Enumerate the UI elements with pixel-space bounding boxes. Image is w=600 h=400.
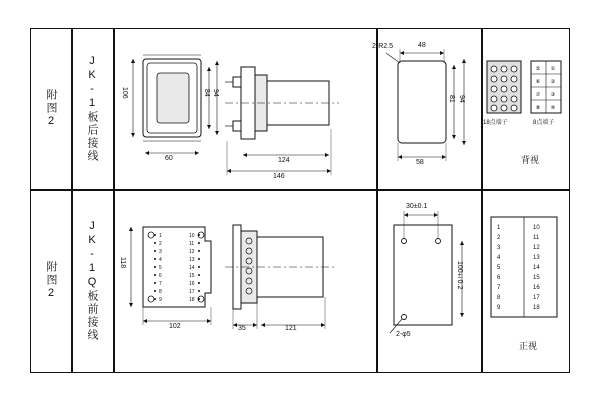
svg-text:⑧: ⑧: [535, 105, 541, 111]
row1-drawing-area: [113, 29, 376, 189]
row1-terminal-area: [481, 29, 569, 189]
svg-text:2: 2: [159, 241, 162, 247]
svg-text:11: 11: [189, 241, 195, 247]
drawing-sheet: [30, 28, 570, 373]
row1-main-drawing: [113, 29, 376, 189]
svg-text:5: 5: [497, 265, 501, 271]
row1-title-cell: [71, 29, 113, 189]
svg-text:①: ①: [550, 66, 556, 72]
svg-text:3: 3: [497, 245, 501, 251]
row2-cutout-drawing: [376, 189, 481, 372]
svg-text:1: 1: [497, 225, 501, 231]
row1-cutout-area: [372, 29, 481, 189]
row2-ref-label: 附图2: [45, 260, 57, 301]
svg-text:18: 18: [533, 305, 540, 311]
row2-dim-102: 102: [169, 323, 181, 330]
svg-text:8: 8: [159, 289, 162, 295]
svg-text:2: 2: [497, 235, 501, 241]
svg-text:15: 15: [533, 275, 540, 281]
svg-text:7: 7: [497, 285, 501, 291]
svg-text:14: 14: [533, 265, 540, 271]
row1-dim-94: 94: [212, 89, 219, 97]
row2-dim-phi5: 2-φ5: [396, 331, 411, 338]
row2-dim-121: 121: [285, 325, 297, 332]
row1-dim-58: 58: [416, 159, 424, 166]
row1-dim-48: 48: [418, 42, 426, 49]
svg-text:6: 6: [159, 273, 162, 279]
svg-text:4: 4: [497, 255, 501, 261]
row1-right-caption: 8点端子: [533, 120, 555, 126]
row1-dim-94: 94: [458, 95, 465, 103]
row1-view-caption: 背视: [521, 155, 540, 165]
svg-text:10: 10: [533, 225, 540, 231]
svg-text:7: 7: [159, 281, 162, 287]
svg-text:⑦: ⑦: [535, 92, 541, 98]
svg-text:12: 12: [189, 249, 195, 255]
svg-text:15: 15: [189, 273, 195, 279]
svg-text:②: ②: [550, 79, 556, 85]
svg-text:6: 6: [497, 275, 501, 281]
row2-title-cell: [71, 189, 113, 372]
svg-text:④: ④: [550, 105, 556, 111]
row2-title: JK-1Q板前接线: [86, 219, 98, 342]
row2-drawing-area: [113, 189, 376, 372]
svg-text:13: 13: [189, 257, 195, 263]
svg-text:18: 18: [189, 297, 195, 303]
row2-dim-30: 30±0.1: [406, 203, 428, 210]
svg-text:3: 3: [159, 249, 162, 255]
svg-text:11: 11: [533, 235, 540, 241]
svg-text:⑥: ⑥: [535, 79, 541, 85]
svg-text:4: 4: [159, 257, 162, 263]
svg-text:17: 17: [533, 295, 540, 301]
svg-text:13: 13: [533, 255, 540, 261]
row1-ref-label-cell: [31, 29, 71, 189]
row2-ref-label-cell: [31, 189, 71, 372]
row1-dim-81: 81: [448, 95, 455, 103]
row1-dim-r25: 2-R2.5: [372, 43, 394, 50]
svg-text:16: 16: [189, 281, 195, 287]
row1-left-caption: 18点端子: [483, 120, 508, 126]
row2-dim-35: 35: [238, 325, 246, 332]
row1-dim-60: 60: [165, 155, 173, 162]
row1-dim-146: 146: [273, 173, 285, 180]
svg-text:17: 17: [189, 289, 195, 295]
row2-dim-118: 118: [119, 257, 126, 269]
svg-text:10: 10: [189, 233, 195, 239]
row2-terminal-area: [481, 189, 569, 372]
row2-main-drawing: [113, 189, 376, 372]
svg-text:14: 14: [189, 265, 195, 271]
svg-text:⑤: ⑤: [535, 66, 541, 72]
row1-dim-106: 106: [121, 87, 128, 99]
svg-text:9: 9: [159, 297, 162, 303]
svg-text:1: 1: [159, 233, 162, 239]
svg-text:16: 16: [533, 285, 540, 291]
row1-dim-84: 84: [203, 89, 210, 97]
row1-ref-label: 附图2: [45, 89, 57, 129]
svg-text:5: 5: [159, 265, 162, 271]
svg-text:③: ③: [550, 92, 556, 98]
row1-dim-124: 124: [278, 157, 290, 164]
svg-text:8: 8: [497, 295, 501, 301]
row2-view-caption: 正视: [519, 341, 538, 351]
svg-text:12: 12: [533, 245, 540, 251]
row2-cutout-area: [376, 189, 481, 372]
row2-dim-100: 100±0.2: [456, 261, 463, 290]
row1-title: JK-1板后接线: [86, 55, 98, 163]
svg-text:9: 9: [497, 305, 501, 311]
row1-cutout-drawing: [376, 29, 481, 189]
